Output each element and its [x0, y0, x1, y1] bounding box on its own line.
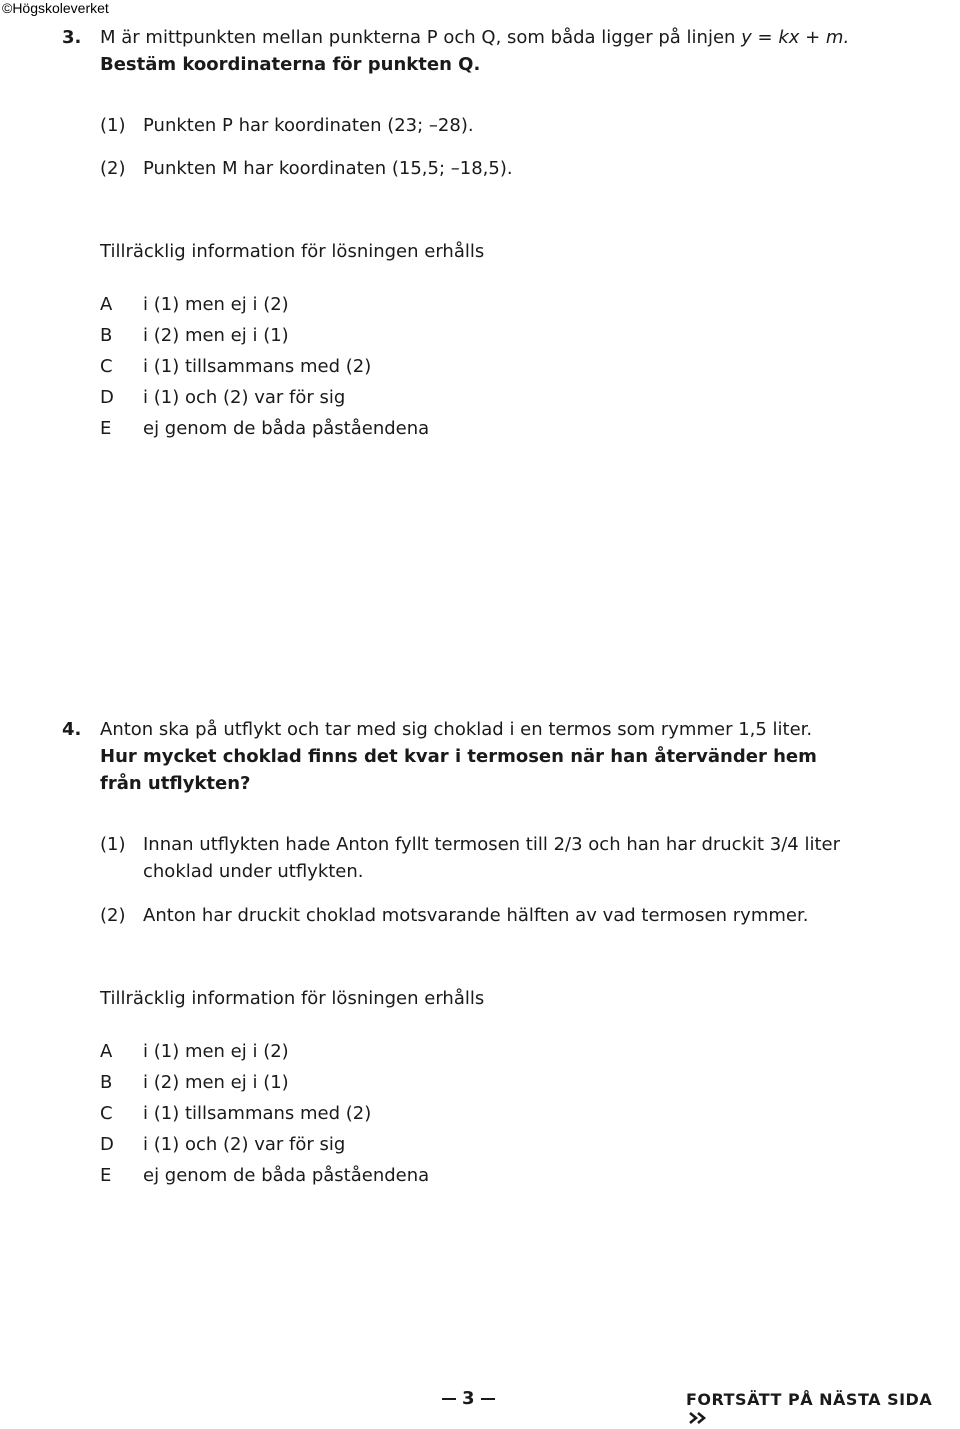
- question-prompt-cont: från utflykten?: [100, 773, 251, 794]
- sufficiency-heading: Tillräcklig information för lösningen erhålls: [100, 988, 485, 1009]
- question-prompt: Hur mycket choklad finns det kvar i termosen när han återvänder hem: [100, 746, 817, 767]
- option-letter: E: [100, 1165, 112, 1186]
- dash-decoration: [481, 1398, 495, 1400]
- sufficiency-heading: Tillräcklig information för lösningen erhålls: [100, 241, 485, 262]
- option-text: i (1) men ej i (2): [143, 1041, 289, 1062]
- option-text: i (1) och (2) var för sig: [143, 387, 346, 408]
- statement-label: (2): [100, 905, 126, 926]
- line-equation: y = kx + m.: [741, 27, 850, 48]
- question-number: 4.: [62, 719, 82, 740]
- option-letter: D: [100, 387, 114, 408]
- double-chevron-right-icon: [688, 1410, 708, 1429]
- option-letter: B: [100, 1072, 113, 1093]
- page-number-value: 3: [462, 1388, 475, 1409]
- option-text: i (1) och (2) var för sig: [143, 1134, 346, 1155]
- option-text: i (2) men ej i (1): [143, 325, 289, 346]
- statement-label: (1): [100, 115, 126, 136]
- option-text: ej genom de båda påståendena: [143, 418, 430, 439]
- option-letter: D: [100, 1134, 114, 1155]
- option-text: i (1) tillsammans med (2): [143, 356, 372, 377]
- question-prompt: Bestäm koordinaterna för punkten Q.: [100, 54, 481, 75]
- option-text: ej genom de båda påståendena: [143, 1165, 430, 1186]
- question-intro-text: M är mittpunkten mellan punkterna P och Q, som båda ligger på linjen: [100, 27, 742, 48]
- statement-text: Punkten M har koordinaten (15,5; –18,5).: [143, 158, 513, 179]
- question-intro: [100, 24, 849, 51]
- option-text: i (2) men ej i (1): [143, 1072, 289, 1093]
- continue-label: FORTSÄTT PÅ NÄSTA SIDA: [686, 1390, 933, 1409]
- page-number: [436, 1388, 501, 1409]
- option-letter: A: [100, 294, 113, 315]
- copyright-notice: ©Högskoleverket: [2, 0, 109, 16]
- question-intro: Anton ska på utflykt och tar med sig choklad i en termos som rymmer 1,5 liter.: [100, 719, 813, 740]
- statement-text-cont: choklad under utflykten.: [143, 861, 364, 882]
- statement-text: Punkten P har koordinaten (23; –28).: [143, 115, 474, 136]
- option-letter: E: [100, 418, 112, 439]
- option-text: i (1) tillsammans med (2): [143, 1103, 372, 1124]
- option-letter: C: [100, 1103, 113, 1124]
- statement-text: Innan utflykten hade Anton fyllt termosen till 2/3 och han har druckit 3/4 liter: [143, 834, 841, 855]
- dash-decoration: [442, 1398, 456, 1400]
- statement-text: Anton har druckit choklad motsvarande hälften av vad termosen rymmer.: [143, 905, 809, 926]
- statement-label: (2): [100, 158, 126, 179]
- statement-label: (1): [100, 834, 126, 855]
- option-text: i (1) men ej i (2): [143, 294, 289, 315]
- question-number: 3.: [62, 27, 82, 48]
- option-letter: C: [100, 356, 113, 377]
- option-letter: A: [100, 1041, 113, 1062]
- option-letter: B: [100, 325, 113, 346]
